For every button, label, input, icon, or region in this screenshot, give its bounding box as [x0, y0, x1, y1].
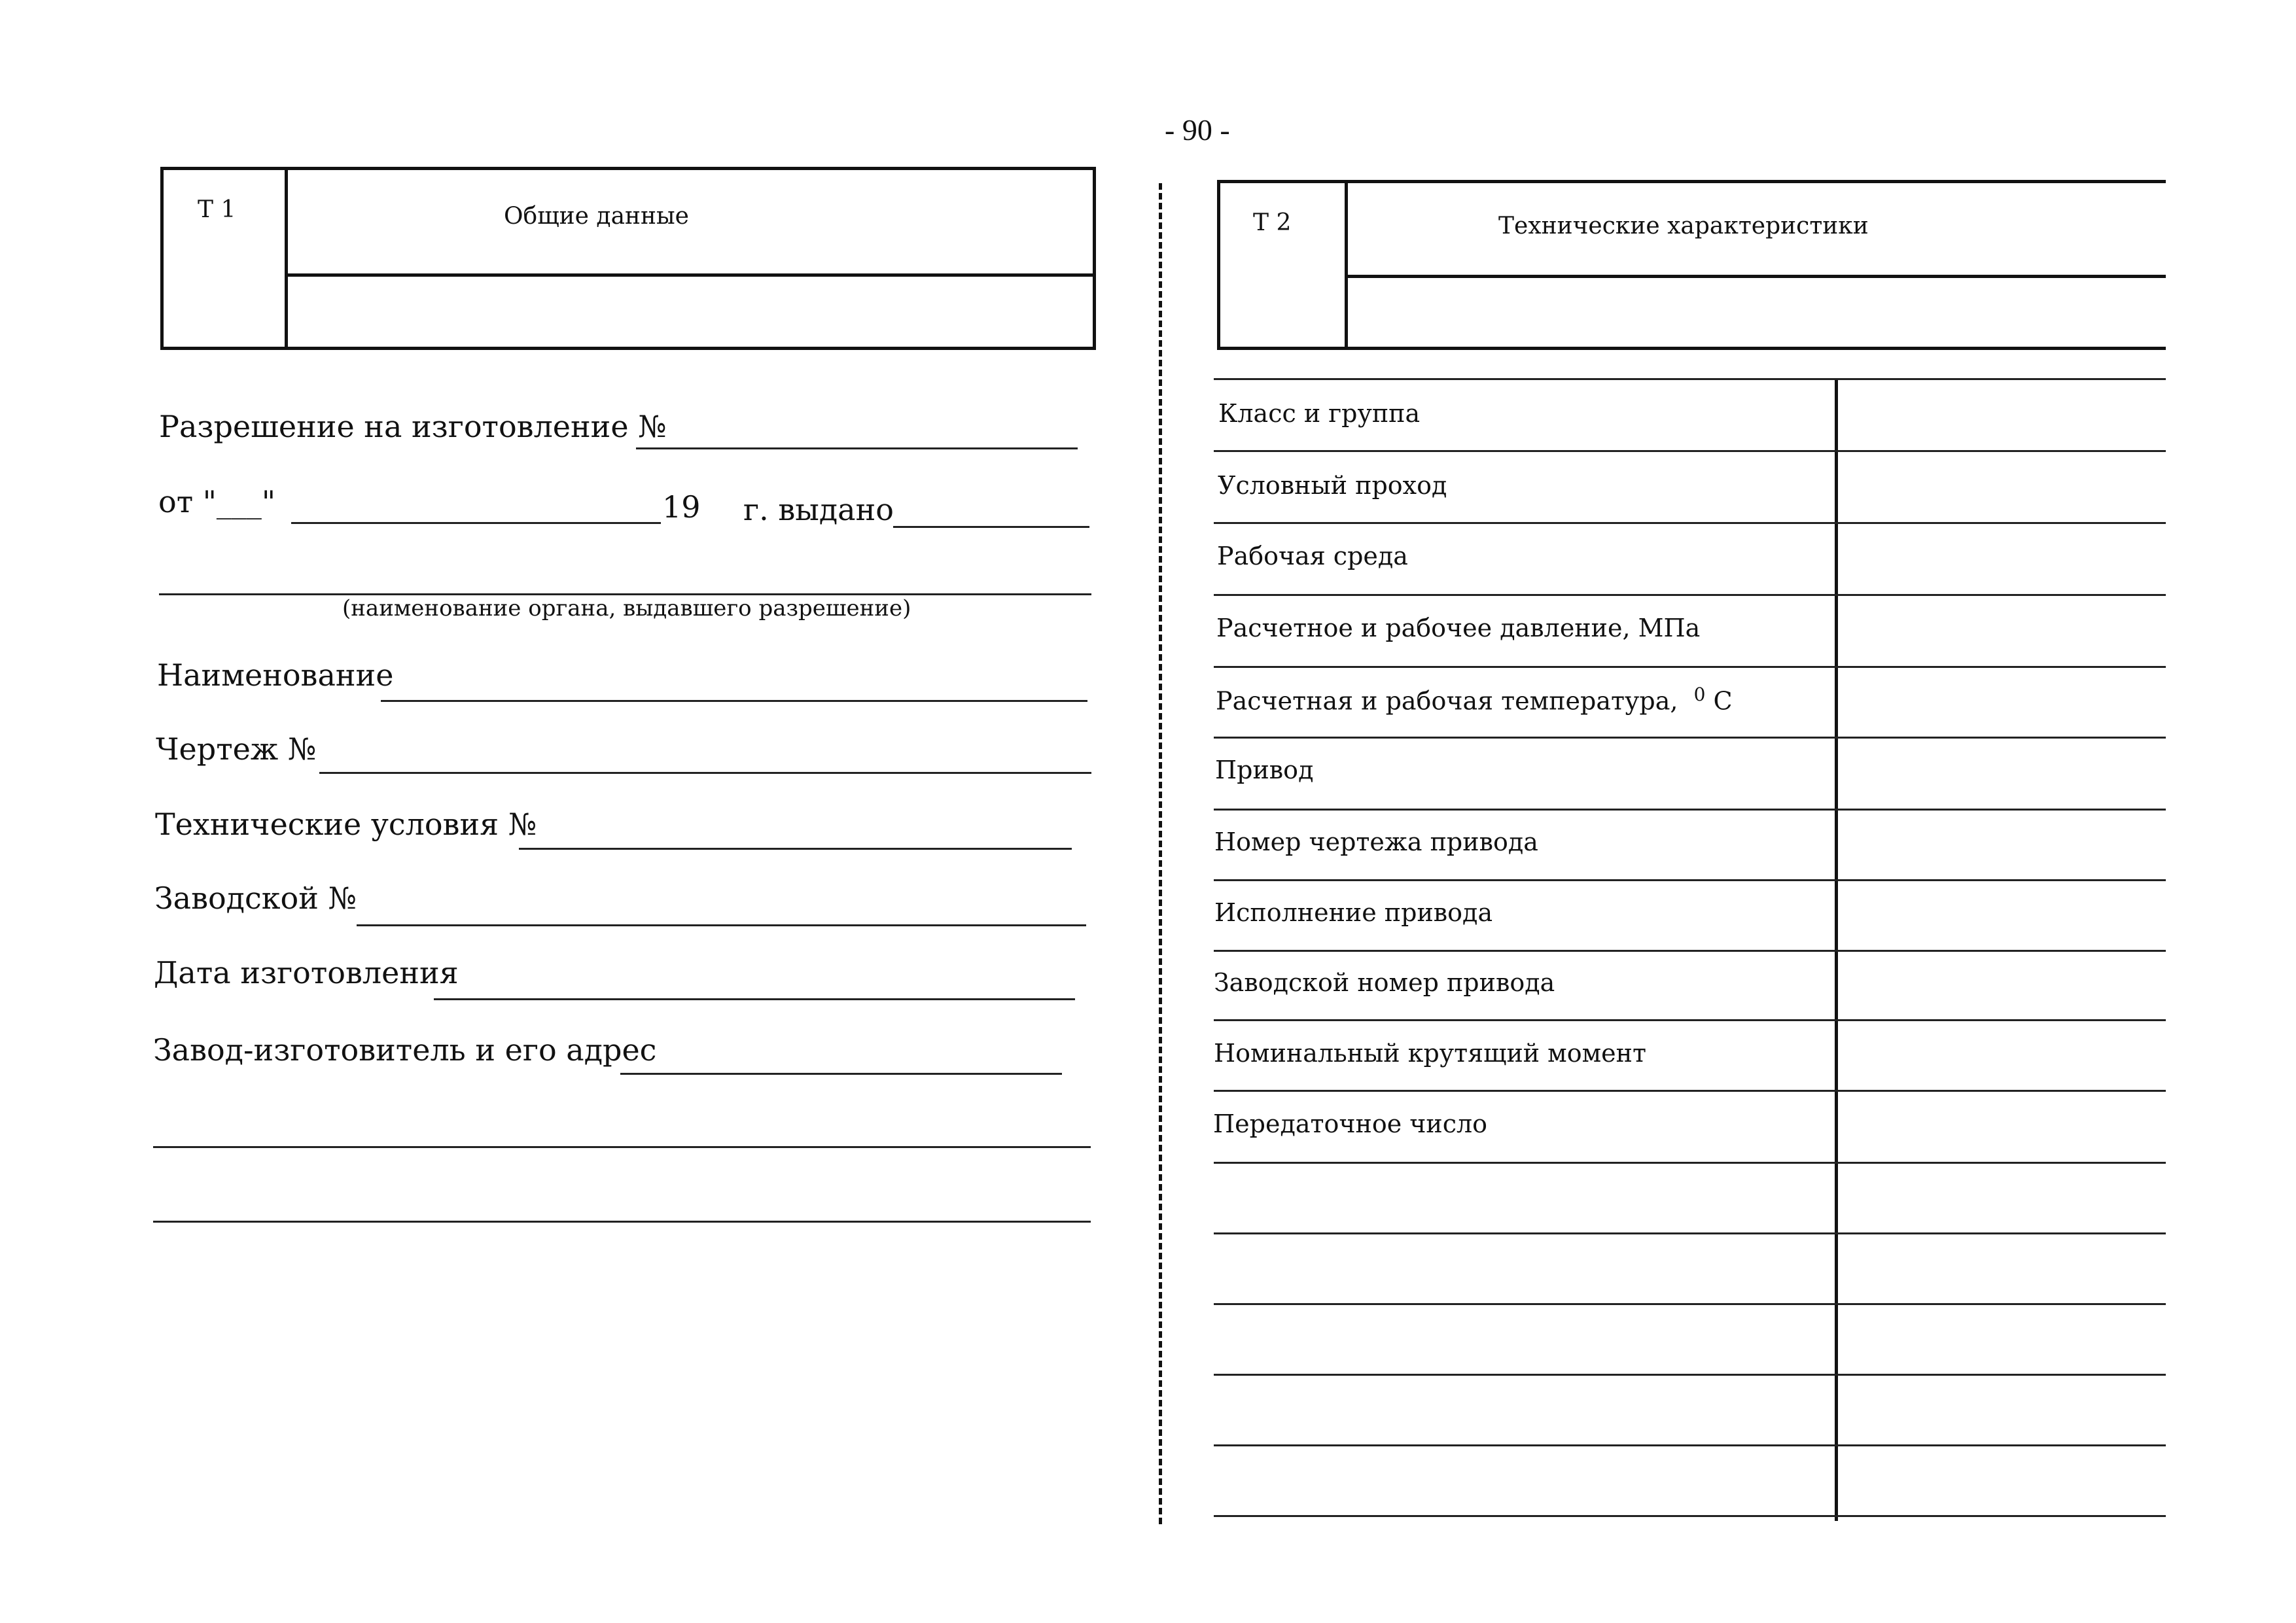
t2-header-box — [1217, 180, 2166, 350]
specs-label: Технические условия № — [155, 807, 537, 842]
t2-title: Технические характеристики — [1498, 213, 1869, 239]
table-row-line — [1214, 1019, 2166, 1021]
manufacturer-field[interactable] — [620, 1073, 1062, 1075]
row-class-group: Класс и группа — [1218, 399, 1421, 428]
t1-header-box — [160, 167, 1096, 350]
permit-year-label: 19 — [662, 489, 701, 525]
t1-title: Общие данные — [504, 203, 689, 230]
table-row-line — [1214, 950, 2166, 952]
t1-title-divider — [285, 273, 1093, 277]
table-row-line — [1214, 1162, 2166, 1164]
table-row-line — [1214, 879, 2166, 881]
table-row-line — [1214, 1515, 2166, 1517]
t2-title-divider — [1345, 275, 2166, 278]
table-row-line — [1214, 666, 2166, 668]
drawing-label: Чертеж № — [156, 731, 317, 767]
fold-separator — [1159, 183, 1162, 1524]
table-row-line — [1214, 378, 2166, 380]
specs-number-field[interactable] — [519, 848, 1072, 850]
table-row-line — [1214, 1374, 2166, 1376]
table-row-line — [1214, 1090, 2166, 1092]
row-drive: Привод — [1215, 756, 1314, 784]
table-row-line — [1214, 522, 2166, 524]
row-nominal-torque: Номинальный крутящий момент — [1214, 1039, 1647, 1068]
manufacture-date-field[interactable] — [434, 998, 1075, 1000]
manufacturer-address-line-2[interactable] — [153, 1221, 1091, 1223]
serial-number-field[interactable] — [357, 924, 1086, 926]
row-nominal-bore: Условный проход — [1218, 471, 1447, 500]
t1-code-divider — [285, 170, 288, 347]
permit-label: Разрешение на изготовление № — [159, 409, 667, 444]
issued-by-label: г. выдано — [743, 492, 894, 527]
table-row-line — [1214, 1303, 2166, 1305]
permit-date-prefix: от "___" — [158, 484, 276, 519]
row-working-medium: Рабочая среда — [1217, 542, 1408, 570]
temperature-unit: С — [1713, 686, 1733, 716]
serial-label: Заводской № — [154, 881, 357, 916]
row-drive-drawing: Номер чертежа привода — [1214, 828, 1538, 856]
t2-code-divider — [1345, 183, 1348, 347]
table-row-line — [1214, 1444, 2166, 1446]
table-row-line — [1214, 450, 2166, 452]
t2-code: Т 2 — [1253, 209, 1292, 236]
manufacturer-label: Завод-изготовитель и его адрес — [153, 1032, 657, 1068]
name-field[interactable] — [381, 700, 1087, 702]
name-label: Наименование — [157, 657, 394, 693]
page-number: - 90 - — [1165, 113, 1230, 147]
table-row-line — [1214, 1232, 2166, 1234]
temperature-unit-sup: 0 — [1693, 684, 1706, 705]
manufacture-date-label: Дата изготовления — [154, 955, 459, 990]
manufacturer-address-line-1[interactable] — [153, 1146, 1091, 1148]
permit-date-field[interactable] — [291, 522, 661, 524]
permit-number-field[interactable] — [636, 447, 1078, 449]
row-pressure: Расчетное и рабочее давление, МПа — [1216, 614, 1701, 642]
row-drive-version: Исполнение привода — [1214, 898, 1493, 927]
table-row-line — [1214, 737, 2166, 739]
row-temperature — [1216, 684, 1733, 716]
row-drive-serial: Заводской номер привода — [1214, 968, 1555, 997]
table-row-line — [1214, 809, 2166, 811]
row-gear-ratio: Передаточное число — [1213, 1109, 1488, 1138]
table-row-line — [1214, 594, 2166, 596]
t1-code: Т 1 — [198, 196, 236, 223]
issued-by-field[interactable] — [893, 526, 1089, 528]
issuer-caption: (наименование органа, выдавшего разрешение) — [342, 595, 911, 621]
drawing-number-field[interactable] — [319, 772, 1091, 774]
row-temperature-label: Расчетная и рабочая температура, — [1216, 686, 1678, 716]
